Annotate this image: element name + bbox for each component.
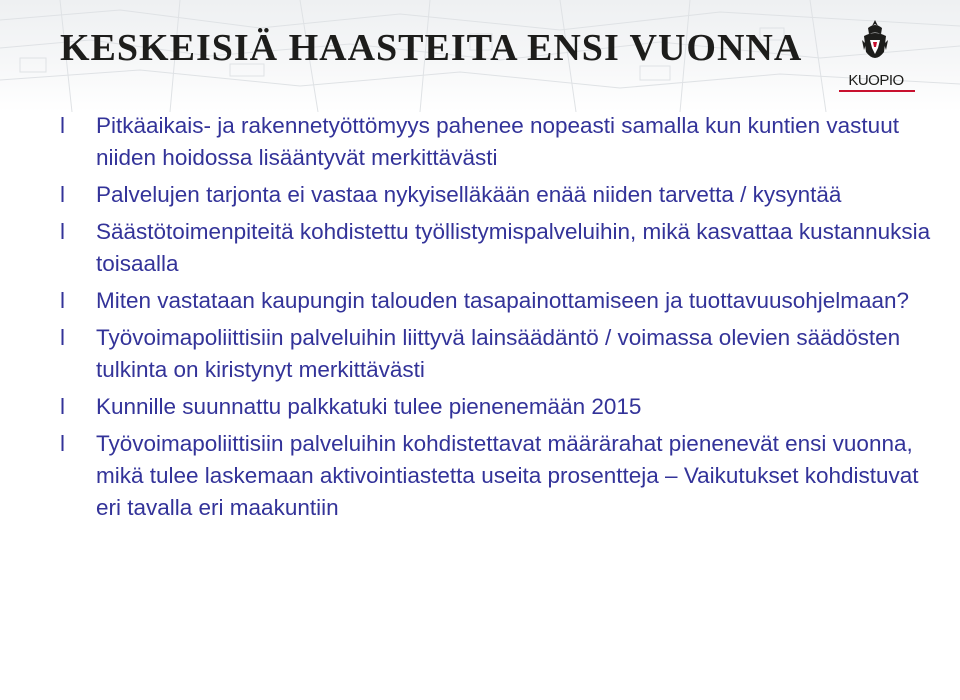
bullet-item xyxy=(60,391,940,423)
bullet-marker: l xyxy=(60,394,65,419)
bullet-marker: l xyxy=(60,325,65,350)
bullet-item xyxy=(60,322,940,386)
bullet-marker: l xyxy=(60,288,65,313)
bullet-text: Säästötoimenpiteitä kohdistettu työllistymispalveluihin, mikä kasvattaa kustannuksia toisaalla xyxy=(96,219,931,276)
bullet-marker: l xyxy=(60,182,65,207)
bullet-text: Palvelujen tarjonta ei vastaa nykyiselläkään enää niiden tarvetta / kysyntää xyxy=(96,182,842,207)
bullet-item xyxy=(60,179,940,211)
bullet-text: Kunnille suunnattu palkkatuki tulee pienenemään 2015 xyxy=(96,394,642,419)
bullet-item xyxy=(60,428,940,524)
slide-title: KESKEISIÄ HAASTEITA ENSI VUONNA xyxy=(60,27,803,69)
bullet-text: Työvoimapoliittisiin palveluihin liittyvä lainsäädäntö / voimassa olevien säädösten tulkinta on kiristynyt merkittävästi xyxy=(96,325,901,382)
bullet-marker: l xyxy=(60,431,65,456)
bullet-list xyxy=(60,110,940,529)
bullet-text: Miten vastataan kaupungin talouden tasapainottamiseen ja tuottavuusohjelmaan? xyxy=(96,288,910,313)
logo-wordmark: KUOPIO xyxy=(848,72,904,89)
logo-underline xyxy=(839,90,915,92)
bullet-text: Pitkäaikais- ja rakennetyöttömyys pahenee nopeasti samalla kun kuntien vastuut niiden hoidossa lisääntyvät merkittävästi xyxy=(96,113,899,170)
bullet-item xyxy=(60,285,940,317)
bullet-marker: l xyxy=(60,113,65,138)
kuopio-crest-icon xyxy=(860,18,890,68)
bullet-item xyxy=(60,216,940,280)
bullet-marker: l xyxy=(60,219,65,244)
kuopio-logo xyxy=(836,18,922,100)
bullet-text: Työvoimapoliittisiin palveluihin kohdistettavat määrärahat pienenevät ensi vuonna, mikä tulee laskemaan aktivointiastetta useita prosentteja – Vaikutukset kohdistuvat eri tavalla eri maakuntiin xyxy=(96,431,919,520)
bullet-item xyxy=(60,110,940,174)
